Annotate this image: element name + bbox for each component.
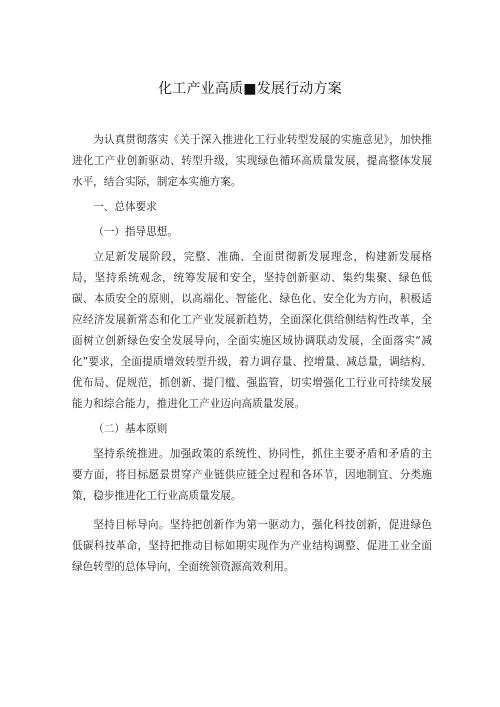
section-heading-general-requirements: 一、总体要求 (93, 201, 157, 213)
document-body (72, 130, 432, 582)
subsection-heading-basic-principles: （二）基本原则 (93, 423, 168, 435)
subsection-heading-guiding-ideology: （一）指导思想。 (93, 226, 178, 238)
paragraph-systematic-advance: 坚持系统推进。加强政策的系统性、协同性，抓住主要矛盾和矛盾的主要方面，将目标愿景贯穿产业链供应链全过程和各环节，因地制宜、分类施策，稳步推进化工行业高质量发展。 (72, 448, 432, 502)
paragraph-intro: 为认真贯彻落实《关于深入推进化工行业转型发展的实施意见》，加快推进化工产业创新驱动、转型升级，实现绿色循环高质量发展，提高整体发展水平，结合实际，制定本实施方案。 (72, 134, 432, 188)
paragraph-goal-orientation: 坚持目标导向。坚持把创新作为第一驱动力，强化科技创新，促进绿色低碳科技革命，坚持把推动目标如期实现作为产业结构调整、促进工业全面绿色转型的总体导向，全面统领资源高效利用。 (72, 519, 432, 573)
paragraph-guiding-ideology: 立足新发展阶段，完整、准确、全面贯彻新发展理念，构建新发展格局，坚持系统观念，统筹发展和安全，坚持创新驱动、集约集聚、绿色低碳、本质安全的原则，以高端化、智能化、绿色化、安全化为方向，积极适应经济发展新常态和化工产业发展新趋势，全面深化供给侧结构性改革，全面树立创新绿色安全发展导向，全面实施区域协调联动发展，全面落实“减化”要求，全面提质增效转型升级，着力调存量、控增量、减总量，调结构、优布局、促规范，抓创新、提门槛、强监管，切实增强化工行业可持续发展能力和综合能力，推进化工产业迈向高质量发展。 (72, 251, 432, 410)
document-title: 化工产业高质■发展行动方案 (158, 81, 342, 97)
